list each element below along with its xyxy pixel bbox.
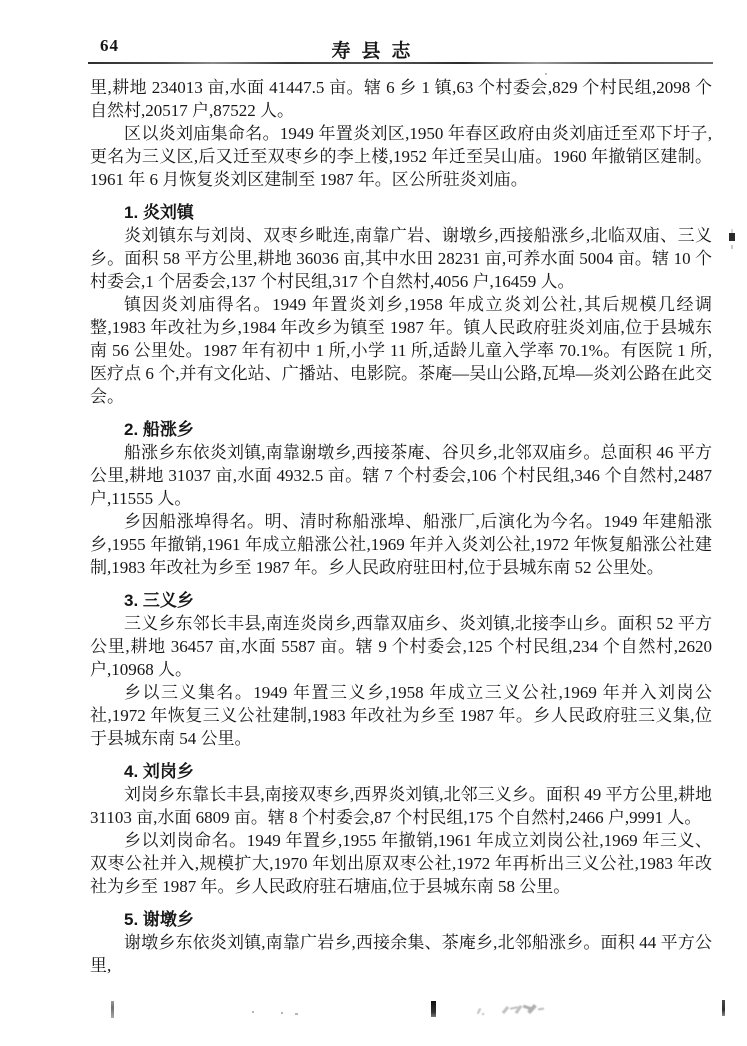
body-paragraph: 乡因船涨埠得名。明、清时称船涨埠、船涨厂,后演化为今名。1949 年建船涨乡,1955 年撤销,1961 年成立船涨公社,1969 年并入炎刘公社,1972 年恢复船涨公社建制,1983 年改社为乡至 1987 年。乡人民政府驻田村,位于县城东南 52 公里处。 [90, 512, 712, 577]
scan-dots-bottom [250, 1008, 370, 1016]
section-heading-chuanzhang-township: 2. 船涨乡 [124, 420, 194, 439]
body-paragraph: 乡以刘岗命名。1949 年置乡,1955 年撤销,1961 年成立刘岗公社,1969 年三义、双枣公社并入,规模扩大,1970 年划出原双枣公社,1972 年再析出三义公社,1983 年改社为乡至 1987 年。乡人民政府驻石塘庙,位于县城东南 58 公里。 [90, 831, 712, 896]
scan-speck [545, 73, 547, 75]
scan-bar-bottom-center [431, 1001, 436, 1017]
body-paragraph: 刘岗乡东靠长丰县,南接双枣乡,西界炎刘镇,北邻三义乡。面积 49 平方公里,耕地 31103 亩,水面 6809 亩。辖 8 个村委会,87 个村民组,175 个自然村,2466 户,9991 人。 [90, 785, 712, 827]
body-paragraph: 三义乡东邻长丰县,南连炎岗乡,西靠双庙乡、炎刘镇,北接李山乡。面积 52 平方公里,耕地 36457 亩,水面 5587 亩。辖 9 个村委会,125 个村民组,234 个自然村,2620 户,10968 人。 [90, 614, 712, 679]
section-heading-liugang-township: 4. 刘岗乡 [124, 762, 194, 781]
scan-speck-right-margin [729, 233, 735, 241]
body-paragraph: 船涨乡东依炎刘镇,南靠谢墩乡,西接茶庵、谷贝乡,北邻双庙乡。总面积 46 平方公里,耕地 31037 亩,水面 4932.5 亩。辖 7 个村委会,106 个村民组,346 个自然村,2487 户,11555 人。 [90, 443, 712, 508]
body-paragraph: 乡以三义集名。1949 年置三义乡,1958 年成立三义公社,1969 年并入刘岗公社,1972 年恢复三义公社建制,1983 年改社为乡至 1987 年。乡人民政府驻三义集,位于县城东南 54 公里。 [90, 683, 712, 748]
book-title: 寿县志 [331, 41, 422, 62]
scan-tick-bottom-left [111, 1001, 114, 1018]
intro-paragraph: 里,耕地 234013 亩,水面 41447.5 亩。辖 6 乡 1 镇,63 个村委会,829 个村民组,2098 个自然村,20517 户,87522 人。 [90, 78, 712, 120]
body-paragraph: 炎刘镇东与刘岗、双枣乡毗连,南靠广岩、谢墩乡,西接船涨乡,北临双庙、三义乡。面积 58 平方公里,耕地 36036 亩,其中水田 28231 亩,可养水面 5004 亩。辖 10 个村委会,1 个居委会,137 个村民组,317 个自然村,4056 户,16459 人。 [90, 226, 712, 291]
scan-smudge-bottom [470, 1004, 550, 1018]
page-number: 64 [100, 36, 119, 55]
intro-paragraph: 区以炎刘庙集命名。1949 年置炎刘区,1950 年春区政府由炎刘庙迁至邓下圩子,更名为三义区,后又迁至双枣乡的李上楼,1952 年迁至吴山庙。1960 年撤销区建制。1961 年 6 月恢复炎刘区建制至 1987 年。区公所驻炎刘庙。 [90, 124, 712, 189]
scan-tick-bottom-right [722, 1000, 725, 1016]
section-heading-sanyi-township: 3. 三义乡 [124, 591, 194, 610]
section-heading-yanliu-town: 1. 炎刘镇 [124, 203, 194, 222]
page-header [90, 36, 712, 62]
body-paragraph: 谢墩乡东依炎刘镇,南靠广岩乡,西接余集、茶庵乡,北邻船涨乡。面积 44 平方公里, [90, 933, 712, 975]
page-content [90, 76, 712, 977]
header-rule [88, 62, 713, 64]
body-paragraph: 镇因炎刘庙得名。1949 年置炎刘乡,1958 年成立炎刘公社,其后规模几经调整,1983 年改社为乡,1984 年改乡为镇至 1987 年。镇人民政府驻炎刘庙,位于县城东南 56 公里处。1987 年有初中 1 所,小学 11 所,适龄儿童入学率 70.1%。有医院 1 所,医疗点 6 个,并有文化站、广播站、电影院。茶庵—吴山公路,瓦埠—炎刘公路在此交会。 [90, 295, 712, 406]
section-heading-xiedun-township: 5. 谢墩乡 [124, 910, 194, 929]
